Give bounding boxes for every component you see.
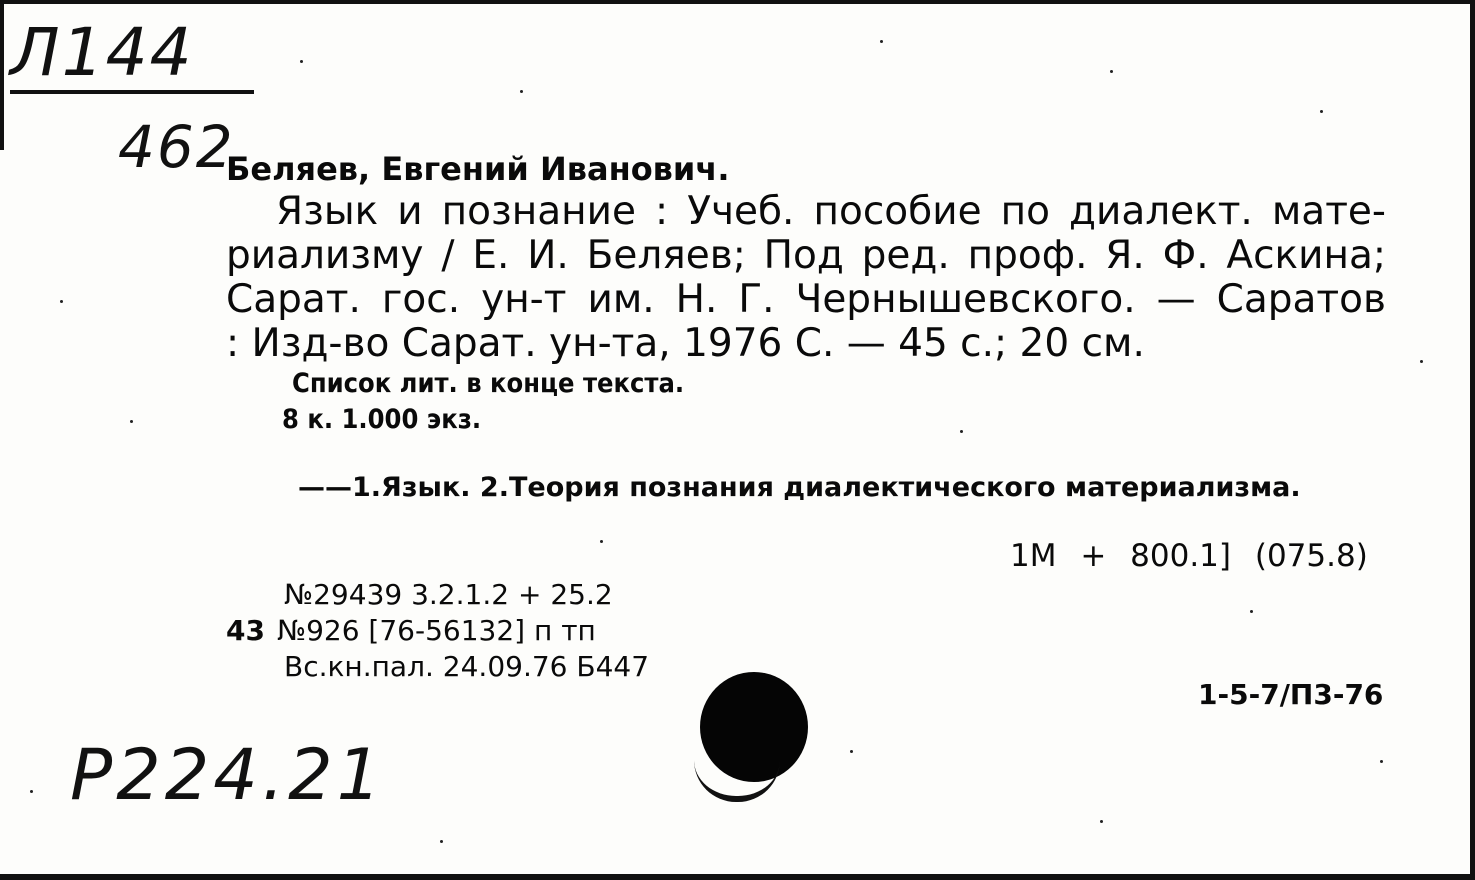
registration-line-text: №926 [76-56132] п тп (276, 614, 596, 647)
handwritten-shelf-mark-bottom: 462 (118, 113, 235, 181)
print-code: 1-5-7/П3-76 (1198, 678, 1384, 711)
speckle (60, 300, 63, 303)
author-heading: Беляев, Евгений Иванович. (226, 150, 730, 188)
speckle (1420, 360, 1423, 363)
handwritten-shelf-mark-top: Л144 (10, 20, 254, 94)
description-line: Сарат. гос. ун-т им. Н. Г. Чернышевского. — Саратов (226, 277, 1386, 322)
speckle (520, 90, 523, 93)
speckle (1110, 70, 1113, 73)
speckle (1320, 110, 1323, 113)
speckle (30, 790, 33, 793)
subject-headings: ——1.Язык. 2.Теория познания диалектического материализма. (298, 472, 1301, 503)
description-line: : Изд-во Сарат. ун-та, 1976 С. — 45 с.; 20 см. (226, 321, 1145, 366)
speckle (300, 60, 303, 63)
speckle (130, 420, 133, 423)
registration-line: №29439 3.2.1.2 + 25.2 (284, 578, 613, 611)
card-border-bottom (0, 874, 1475, 880)
handwritten-inventory-number: Р224.21 (70, 734, 386, 816)
speckle (850, 750, 853, 753)
description-line: риализму / Е. И. Беляев; Под ред. проф. Я. Ф. Аскина; (226, 233, 1386, 278)
classification-index: 1М + 800.1] (075.8) (1010, 538, 1368, 574)
description-line: Язык и познание : Учеб. пособие по диалект. мате- (276, 189, 1386, 234)
registration-number: 43 (226, 614, 265, 647)
registration-line: Вс.кн.пал. 24.09.76 Б447 (284, 650, 650, 683)
speckle (1380, 760, 1383, 763)
card-border-top (0, 0, 1475, 4)
registration-line (226, 614, 596, 647)
speckle (1250, 610, 1253, 613)
card-border-right (1470, 0, 1475, 880)
speckle (960, 430, 963, 433)
speckle (600, 540, 603, 543)
price-note: 8 к. 1.000 экз. (282, 404, 482, 435)
speckle (1100, 820, 1103, 823)
bibliography-note: Список лит. в конце текста. (292, 368, 685, 399)
speckle (440, 840, 443, 843)
card-border-left (0, 0, 4, 150)
speckle (880, 40, 883, 43)
punch-hole-mark (694, 760, 780, 802)
